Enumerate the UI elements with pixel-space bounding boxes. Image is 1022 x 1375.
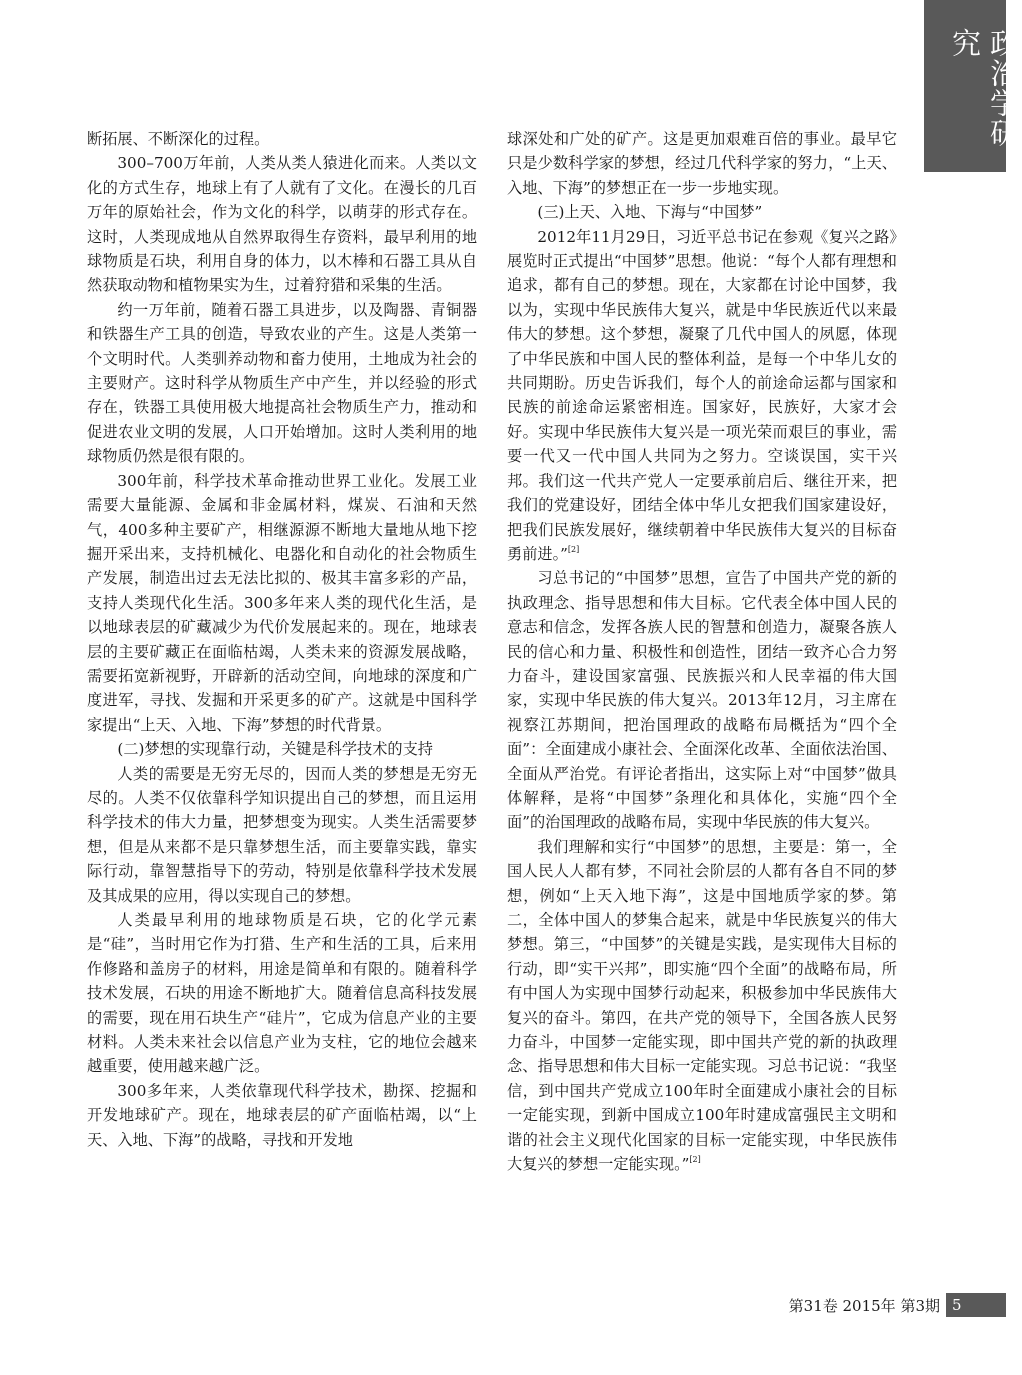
paragraph: [87, 127, 477, 151]
paragraph: [507, 566, 897, 834]
issue-info: 第31卷 2015年 第3期: [788, 1296, 940, 1315]
paragraph-text: 300年前，科学技术革命推动世界工业化。发展工业需要大量能源、金属和非金属材料，煤炭、石油和天然气，400多种主要矿产，相继源源不断地大量地从地下挖掘开采出来，支持机械化、电器化和自动化的社会物质生产发展，制造出过去无法比拟的、极其丰富多彩的产品，支持人类现代化生活。300多年来人类的现代化生活，是以地球表层的矿藏减少为代价发展起来的。现在，地球表层的主要矿藏正在面临枯竭，人类未来的资源发展战略，需要拓宽新视野，开辟新的活动空间，向地球的深度和广度进军，寻找、发掘和开采更多的矿产。这就是中国科学家提出“上天、入地、下海”梦想的时代背景。: [87, 471, 477, 734]
paragraph-text: 300多年来，人类依靠现代科学技术，勘探、挖掘和开发地球矿产。现在，地球表层的矿产面临枯竭，以“上天、入地、下海”的战略，寻找和开发地: [87, 1081, 477, 1149]
left-column: [87, 127, 477, 1152]
page-footer: [789, 1293, 1006, 1317]
section-heading: [507, 200, 897, 224]
citation-ref: [2]: [689, 1155, 701, 1165]
paragraph-text: 断拓展、不断深化的过程。: [87, 130, 270, 148]
paragraph-text: 约一万年前，随着石器工具进步，以及陶器、青铜器和铁器生产工具的创造，导致农业的产生。这是人类第一个文明时代。人类驯养动物和畜力使用，土地成为社会的主要财产。这时科学从物质生产中产生，并以经验的形式存在，铁器工具使用极大地提高社会物质生产力，推动和促进农业文明的发展，人口开始增加。这时人类利用的地球物质仍然是很有限的。: [87, 300, 477, 466]
section-tab: [924, 0, 1020, 172]
paragraph-text: 2012年11月29日，习近平总书记在参观《复兴之路》展览时正式提出“中国梦”思想。他说：“每个人都有理想和追求，都有自己的梦想。现在，大家都在讨论中国梦，我以为，实现中华民族伟大复兴，就是中华民族近代以来最伟大的梦想。这个梦想，凝聚了几代中国人的夙愿，体现了中华民族和中国人民的整体利益，是每一个中华儿女的共同期盼。历史告诉我们，每个人的前途命运都与国家和民族的前途命运紧密相连。国家好，民族好，大家才会好。实现中华民族伟大复兴是一项光荣而艰巨的事业，需要一代又一代中国人共同为之努力。空谈误国，实干兴邦。我们这一代共产党人一定要承前启后、继往开来，把我们的党建设好，团结全体中华儿女把我们国家建设好，把我们民族发展好，继续朝着中华民族伟大复兴的目标奋勇前进。”: [507, 227, 897, 563]
paragraph: [87, 151, 477, 297]
paragraph: [87, 298, 477, 469]
paragraph-text: 球深处和广处的矿产。这是更加艰难百倍的事业。最早它只是少数科学家的梦想，经过几代科学家的努力，“上天、入地、下海”的梦想正在一步一步地实现。: [507, 130, 897, 197]
paragraph: [87, 469, 477, 737]
page-number: 5: [946, 1293, 1006, 1317]
paragraph: [87, 1079, 477, 1152]
section-heading: [87, 737, 477, 761]
paragraph-text: 我们理解和实行“中国梦”的思想，主要是：第一，全国人民人人都有梦，不同社会阶层的人都有各自不同的梦想，例如“上天入地下海”，这是中国地质学家的梦。第二，全体中国人的梦集合起来，就是中华民族复兴的伟大梦想。第三，“中国梦”的关键是实践，是实现伟大目标的行动，即“实干兴邦”，即实施“四个全面”的战略布局，所有中国人为实现中国梦行动起来，积极参加中华民族伟大复兴的奋斗。第四，在共产党的领导下，全国各族人民努力奋斗，中国梦一定能实现，即中国共产党的新的执政理念、指导思想和伟大目标一定能实现。习总书记说：“我坚信，到中国共产党成立100年时全面建成小康社会的目标一定能实现，到新中国成立100年时建成富强民主文明和谐的社会主义现代化国家的目标一定能实现，中华民族伟大复兴的梦想一定能实现。”: [507, 837, 897, 1174]
section-label: 政治学研究: [948, 28, 1020, 148]
paragraph: [507, 835, 897, 1177]
citation-ref: [2]: [567, 544, 580, 554]
paragraph-text: (二)梦想的实现靠行动，关键是科学技术的支持: [117, 740, 433, 759]
paragraph-text: 人类的需要是无穷无尽的，因而人类的梦想是无穷无尽的。人类不仅依靠科学知识提出自己的梦想，而且运用科学技术的伟大力量，把梦想变为现实。人类生活需要梦想，但是从来都不是只靠梦想生活，而主要靠实践，靠实际行动，靠智慧指导下的劳动，特别是依靠科学技术发展及其成果的应用，得以实现自己的梦想。: [87, 764, 477, 905]
paragraph-text: 习总书记的“中国梦”思想，宣告了中国共产党的新的执政理念、指导思想和伟大目标。它代表全体中国人民的意志和信念，发挥各族人民的智慧和创造力，凝聚各族人民的信心和力量、积极性和创造性，团结一致齐心合力努力奋斗，建设国家富强、民族振兴和人民幸福的伟大国家，实现中华民族的伟大复兴。2013年12月，习主席在视察江苏期间，把治国理政的战略布局概括为“四个全面”：全面建成小康社会、全面深化改革、全面依法治国、全面从严治党。有评论者指出，这实际上对“中国梦”做具体解释，是将“中国梦”条理化和具体化，实施“四个全面”的治国理政的战略布局，实现中华民族的伟大复兴。: [507, 569, 897, 832]
paragraph: [507, 127, 897, 200]
paragraph: [87, 762, 477, 908]
paragraph-text: 300–700万年前，人类从类人猿进化而来。人类以文化的方式生存，地球上有了人就有了文化。在漫长的几百万年的原始社会，作为文化的科学，以萌芽的形式存在。这时，人类现成地从自然界取得生存资料，最早利用的地球物质是石块，利用自身的体力，以木棒和石器工具从自然获取动物和植物果实为生，过着狩猎和采集的生活。: [87, 154, 477, 295]
paragraph: [87, 908, 477, 1079]
right-column: [507, 127, 897, 1176]
paragraph-text: (三)上天、入地、下海与“中国梦”: [537, 203, 763, 222]
paragraph: [507, 225, 897, 567]
paragraph-text: 人类最早利用的地球物质是石块，它的化学元素是“硅”，当时用它作为打猎、生产和生活的工具，后来用作修路和盖房子的材料，用途是简单和有限的。随着科学技术发展，石块的用途不断地扩大。随着信息高科技发展的需要，现在用石块生产“硅片”，它成为信息产业的主要材料。人类未来社会以信息产业为支柱，它的地位会越来越重要，使用越来越广泛。: [87, 911, 477, 1076]
